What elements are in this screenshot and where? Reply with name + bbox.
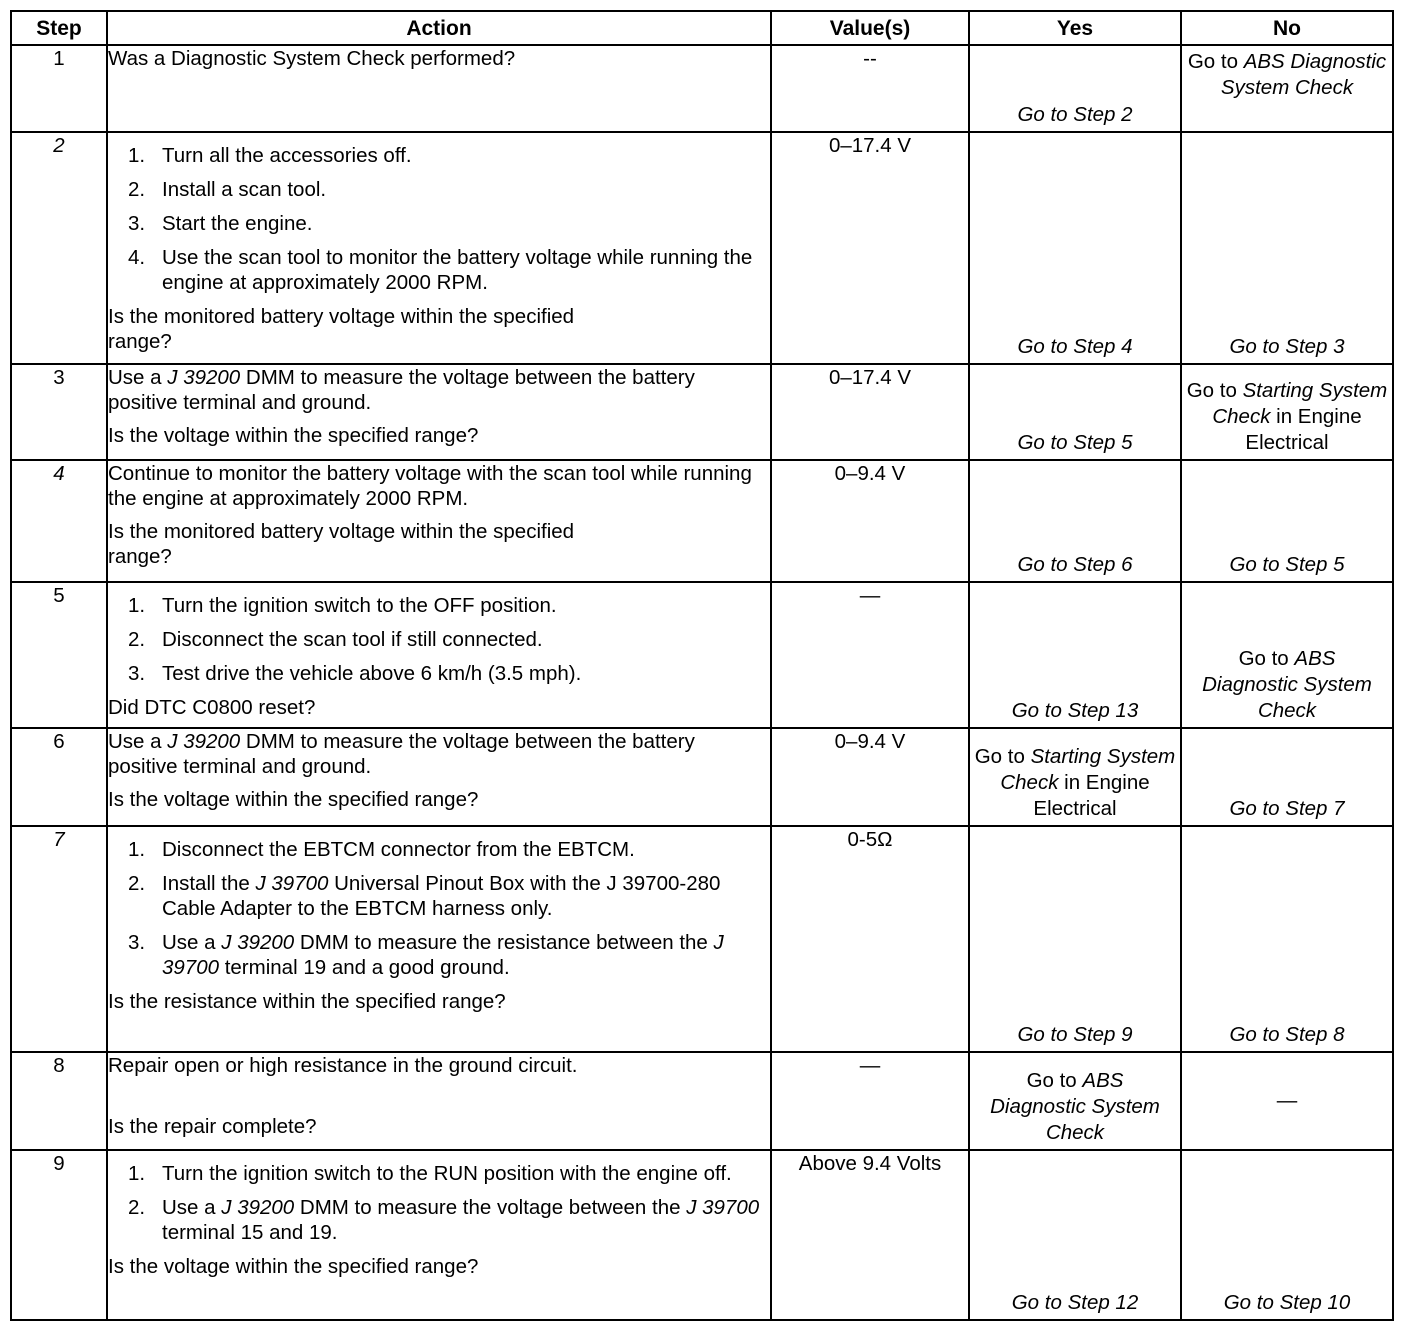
yes-cell xyxy=(969,45,1181,132)
no-cell xyxy=(1181,45,1393,132)
no-result: Go to ABS Diagnostic System Check xyxy=(1187,50,1387,99)
step-number: 4 xyxy=(11,460,107,582)
action-cell xyxy=(107,728,771,826)
action-question: Is the monitored battery voltage within the specified range? xyxy=(108,305,575,353)
value-cell: — xyxy=(771,582,969,728)
value-cell: Above 9.4 Volts xyxy=(771,1150,969,1320)
substep: 3. Test drive the vehicle above 6 km/h (3.5 mph). xyxy=(128,662,582,685)
table-row xyxy=(11,582,1393,728)
substep: 4. Use the scan tool to monitor the battery voltage while running the engine at approximately 2000 RPM. xyxy=(128,246,753,294)
no-result: Go to Step 7 xyxy=(1229,797,1345,820)
value-cell: — xyxy=(771,1052,969,1150)
value-cell: 0–17.4 V xyxy=(771,364,969,460)
action-question: Is the voltage within the specified range? xyxy=(108,788,479,811)
header-step: Step xyxy=(11,11,107,45)
no-cell xyxy=(1181,1150,1393,1320)
header-values: Value(s) xyxy=(771,11,969,45)
table-row xyxy=(11,826,1393,1052)
no-result: Go to Step 8 xyxy=(1229,1023,1345,1046)
yes-cell xyxy=(969,728,1181,826)
table-row xyxy=(11,45,1393,132)
step-number: 1 xyxy=(11,45,107,132)
substep: 2. Use a J 39200 DMM to measure the voltage between the J 39700 terminal 15 and 19. xyxy=(128,1196,760,1244)
action-cell xyxy=(107,582,771,728)
substep: 1. Turn all the accessories off. xyxy=(128,144,412,167)
substep: 1. Turn the ignition switch to the OFF position. xyxy=(128,594,557,617)
no-cell xyxy=(1181,1052,1393,1150)
action-cell xyxy=(107,364,771,460)
action-cell xyxy=(107,1150,771,1320)
action-cell xyxy=(107,460,771,582)
step-number: 2 xyxy=(11,132,107,364)
table-row xyxy=(11,460,1393,582)
action-cell xyxy=(107,1052,771,1150)
yes-cell xyxy=(969,132,1181,364)
no-result: — xyxy=(1276,1089,1298,1112)
action-cell xyxy=(107,826,771,1052)
action-question: Is the resistance within the specified range? xyxy=(108,990,506,1013)
substep-list xyxy=(108,593,770,686)
value-cell: 0-5Ω xyxy=(771,826,969,1052)
diagnostic-table xyxy=(10,10,1394,1321)
action-question: Is the voltage within the specified range? xyxy=(108,424,479,447)
action-text: Use a J 39200 DMM to measure the voltage between the battery positive terminal and ground. xyxy=(108,366,695,414)
step-number: 3 xyxy=(11,364,107,460)
action-question: Did DTC C0800 reset? xyxy=(108,696,316,719)
step-number: 9 xyxy=(11,1150,107,1320)
header-row xyxy=(11,11,1393,45)
no-cell xyxy=(1181,364,1393,460)
no-cell xyxy=(1181,826,1393,1052)
substep: 3. Use a J 39200 DMM to measure the resistance between the J 39700 terminal 19 and a good ground. xyxy=(128,931,724,979)
value-cell: -- xyxy=(771,45,969,132)
no-result: Go to Step 3 xyxy=(1229,335,1345,358)
action-question: Is the repair complete? xyxy=(108,1115,317,1138)
no-result: Go to Starting System Check in Engine Electrical xyxy=(1186,379,1388,454)
no-cell xyxy=(1181,460,1393,582)
yes-result: Go to Step 5 xyxy=(1017,431,1133,454)
header-yes: Yes xyxy=(969,11,1181,45)
action-cell xyxy=(107,132,771,364)
yes-result: Go to ABS Diagnostic System Check xyxy=(990,1069,1160,1144)
substep-list xyxy=(108,837,770,980)
step-number: 7 xyxy=(11,826,107,1052)
substep: 2. Disconnect the scan tool if still connected. xyxy=(128,628,543,651)
step-number: 5 xyxy=(11,582,107,728)
yes-cell xyxy=(969,826,1181,1052)
yes-cell xyxy=(969,1052,1181,1150)
header-no: No xyxy=(1181,11,1393,45)
action-text: Repair open or high resistance in the ground circuit. xyxy=(108,1054,578,1077)
yes-result: Go to Step 6 xyxy=(1017,553,1133,576)
no-result: Go to Step 10 xyxy=(1223,1291,1351,1314)
step-number: 6 xyxy=(11,728,107,826)
action-text: Use a J 39200 DMM to measure the voltage between the battery positive terminal and ground. xyxy=(108,730,695,778)
table-row xyxy=(11,1150,1393,1320)
no-cell xyxy=(1181,582,1393,728)
substep-list xyxy=(108,1161,770,1245)
step-number: 8 xyxy=(11,1052,107,1150)
header-action: Action xyxy=(107,11,771,45)
substep: 1. Disconnect the EBTCM connector from the EBTCM. xyxy=(128,838,635,861)
yes-cell xyxy=(969,460,1181,582)
substep: 1. Turn the ignition switch to the RUN position with the engine off. xyxy=(128,1162,732,1185)
yes-result: Go to Step 4 xyxy=(1017,335,1133,358)
table-row xyxy=(11,364,1393,460)
table-row xyxy=(11,132,1393,364)
yes-result: Go to Step 12 xyxy=(1011,1291,1139,1314)
yes-result: Go to Step 13 xyxy=(1011,699,1139,722)
yes-cell xyxy=(969,364,1181,460)
value-cell: 0–9.4 V xyxy=(771,728,969,826)
yes-result: Go to Step 2 xyxy=(1017,103,1133,126)
no-cell xyxy=(1181,132,1393,364)
yes-result: Go to Step 9 xyxy=(1017,1023,1133,1046)
no-result: Go to Step 5 xyxy=(1229,553,1345,576)
action-cell xyxy=(107,45,771,132)
value-cell: 0–9.4 V xyxy=(771,460,969,582)
substep: 2. Install the J 39700 Universal Pinout Box with the J 39700-280 Cable Adapter to the EBTCM harness only. xyxy=(128,872,721,920)
substep: 2. Install a scan tool. xyxy=(128,178,327,201)
substep-list xyxy=(108,143,770,295)
yes-cell xyxy=(969,582,1181,728)
action-text: Continue to monitor the battery voltage with the scan tool while running the engine at approximately 2000 RPM. xyxy=(108,462,752,510)
action-text: Was a Diagnostic System Check performed? xyxy=(108,47,516,70)
table-row xyxy=(11,1052,1393,1150)
no-cell xyxy=(1181,728,1393,826)
table-row xyxy=(11,728,1393,826)
substep: 3. Start the engine. xyxy=(128,212,313,235)
yes-cell xyxy=(969,1150,1181,1320)
action-question: Is the voltage within the specified range? xyxy=(108,1255,479,1278)
no-result: Go to ABS Diagnostic System Check xyxy=(1202,647,1372,722)
yes-result: Go to Starting System Check in Engine Electrical xyxy=(974,745,1176,820)
value-cell: 0–17.4 V xyxy=(771,132,969,364)
action-question: Is the monitored battery voltage within the specified range? xyxy=(108,520,575,568)
